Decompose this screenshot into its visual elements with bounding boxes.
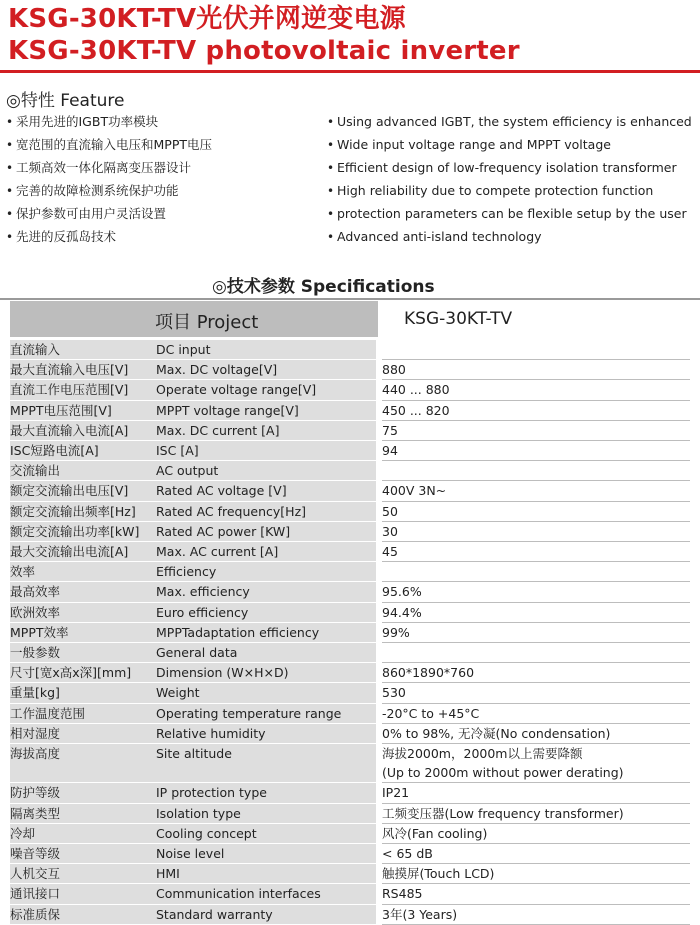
param-name-chinese: 重量[kg] xyxy=(10,683,156,703)
param-name-chinese: 最高效率 xyxy=(10,582,156,602)
param-name-english: MPPTadaptation efficiency xyxy=(156,622,376,642)
bullet-icon: • xyxy=(327,138,335,152)
feature-item: • 保护参数可由用户灵活设置 xyxy=(6,202,212,225)
param-name-chinese: 隔离类型 xyxy=(10,803,156,823)
param-name-english: HMI xyxy=(156,864,376,884)
title-divider xyxy=(0,70,700,73)
param-value: 触摸屏(Touch LCD) xyxy=(382,864,690,884)
table-row xyxy=(10,683,690,703)
param-name-english: Site altitude xyxy=(156,744,376,783)
param-name-english: Operate voltage range[V] xyxy=(156,380,376,400)
param-value: 450 ... 820 xyxy=(382,400,690,420)
table-row xyxy=(10,380,690,400)
table-row xyxy=(10,622,690,642)
table-row xyxy=(10,744,690,783)
param-name-chinese: 额定交流输出频率[Hz] xyxy=(10,501,156,521)
param-value: 45 xyxy=(382,542,690,562)
feature-item: • 先进的反孤岛技术 xyxy=(6,225,212,248)
feature-item: • Efficient design of low-frequency isolation transformer xyxy=(327,156,692,179)
param-value: 94 xyxy=(382,441,690,461)
feature-heading: ◎特性 Feature xyxy=(6,91,125,111)
param-name-english: AC output xyxy=(156,461,376,481)
feature-item: • High reliability due to compete protection function xyxy=(327,179,692,202)
feature-list-chinese xyxy=(6,110,212,248)
table-row xyxy=(10,441,690,461)
param-name-chinese: 海拔高度 xyxy=(10,744,156,783)
table-row xyxy=(10,521,690,541)
param-name-chinese: 通讯接口 xyxy=(10,884,156,904)
title-english: KSG-30KT-TV photovoltaic inverter xyxy=(8,36,520,66)
param-name-english: Rated AC voltage [V] xyxy=(156,481,376,501)
bullet-icon: • xyxy=(6,138,14,152)
param-name-chinese: 交流输出 xyxy=(10,461,156,481)
param-name-english: Standard warranty xyxy=(156,904,376,924)
table-row xyxy=(10,723,690,743)
param-name-english: Weight xyxy=(156,683,376,703)
table-row xyxy=(10,340,690,360)
param-name-english: Euro efficiency xyxy=(156,602,376,622)
param-name-english: Max. efficiency xyxy=(156,582,376,602)
param-value: < 65 dB xyxy=(382,844,690,864)
title-chinese: KSG-30KT-TV光伏并网逆变电源 xyxy=(8,4,406,34)
table-row xyxy=(10,360,690,380)
table-row xyxy=(10,481,690,501)
param-value: RS485 xyxy=(382,884,690,904)
table-header-project xyxy=(10,301,378,337)
param-name-english: Isolation type xyxy=(156,803,376,823)
param-value: 94.4% xyxy=(382,602,690,622)
param-name-chinese: MPPT电压范围[V] xyxy=(10,400,156,420)
table-row xyxy=(10,844,690,864)
param-value: 860*1890*760 xyxy=(382,663,690,683)
table-row xyxy=(10,703,690,723)
feature-list-english xyxy=(327,110,692,248)
spec-divider xyxy=(0,298,700,300)
param-name-chinese: 额定交流输出电压[V] xyxy=(10,481,156,501)
feature-item: • Advanced anti-island technology xyxy=(327,225,692,248)
param-name-english: Relative humidity xyxy=(156,723,376,743)
param-name-chinese: MPPT效率 xyxy=(10,622,156,642)
param-name-english: Noise level xyxy=(156,844,376,864)
table-row xyxy=(10,562,690,582)
param-value xyxy=(382,643,690,663)
feature-item: • Wide input voltage range and MPPT voltage xyxy=(327,133,692,156)
feature-item: • 采用先进的IGBT功率模块 xyxy=(6,110,212,133)
table-row xyxy=(10,420,690,440)
table-row xyxy=(10,643,690,663)
param-name-english: DC input xyxy=(156,340,376,360)
table-row xyxy=(10,783,690,803)
param-name-chinese: 相对湿度 xyxy=(10,723,156,743)
param-name-english: Rated AC power [KW] xyxy=(156,521,376,541)
param-name-english: Operating temperature range xyxy=(156,703,376,723)
bullet-icon: • xyxy=(6,115,14,129)
param-value xyxy=(382,461,690,481)
table-row xyxy=(10,400,690,420)
param-name-chinese: 直流输入 xyxy=(10,340,156,360)
param-name-chinese: 尺寸[宽x高x深][mm] xyxy=(10,663,156,683)
param-value: 400V 3N~ xyxy=(382,481,690,501)
table-row xyxy=(10,602,690,622)
param-value: IP21 xyxy=(382,783,690,803)
param-name-english: Max. AC current [A] xyxy=(156,542,376,562)
param-name-english: IP protection type xyxy=(156,783,376,803)
feature-item: • 宽范围的直流输入电压和MPPT电压 xyxy=(6,133,212,156)
param-name-chinese: 一般参数 xyxy=(10,643,156,663)
param-value: 95.6% xyxy=(382,582,690,602)
param-name-english: Cooling concept xyxy=(156,823,376,843)
model-label: KSG-30KT-TV xyxy=(404,309,513,329)
param-value-line: 海拔2000m，2000m以上需要降额 xyxy=(382,746,583,762)
param-value: -20°C to +45°C xyxy=(382,703,690,723)
param-value: 880 xyxy=(382,360,690,380)
table-row xyxy=(10,501,690,521)
table-row xyxy=(10,542,690,562)
table-row xyxy=(10,461,690,481)
table-row xyxy=(10,803,690,823)
specifications-heading: ◎技术参数 Specifications xyxy=(212,277,435,297)
table-row xyxy=(10,904,690,924)
param-name-chinese: 欧洲效率 xyxy=(10,602,156,622)
bullet-icon: • xyxy=(6,230,14,244)
param-name-chinese: 冷却 xyxy=(10,823,156,843)
param-name-chinese: 工作温度范围 xyxy=(10,703,156,723)
table-row xyxy=(10,823,690,843)
param-value: 440 ... 880 xyxy=(382,380,690,400)
bullet-icon: • xyxy=(6,207,14,221)
param-value: 99% xyxy=(382,622,690,642)
param-value: 风冷(Fan cooling) xyxy=(382,823,690,843)
bullet-icon: • xyxy=(327,184,335,198)
param-value: 50 xyxy=(382,501,690,521)
param-value xyxy=(382,340,690,360)
param-value: 30 xyxy=(382,521,690,541)
table-row xyxy=(10,864,690,884)
table-row xyxy=(10,663,690,683)
param-value: 工频变压器(Low frequency transformer) xyxy=(382,803,690,823)
feature-item: • 完善的故障检测系统保护功能 xyxy=(6,179,212,202)
param-name-chinese: 效率 xyxy=(10,562,156,582)
table-header-model xyxy=(382,301,690,337)
param-value-line: (Up to 2000m without power derating) xyxy=(382,765,624,781)
param-name-chinese: 标准质保 xyxy=(10,904,156,924)
param-name-chinese: 最大直流输入电压[V] xyxy=(10,360,156,380)
param-name-chinese: 防护等级 xyxy=(10,783,156,803)
param-name-english: ISC [A] xyxy=(156,441,376,461)
bullet-icon: • xyxy=(327,115,335,129)
param-value: 0% to 98%, 无冷凝(No condensation) xyxy=(382,723,690,743)
param-name-chinese: 额定交流输出功率[kW] xyxy=(10,521,156,541)
param-value: 530 xyxy=(382,683,690,703)
param-name-chinese: 噪音等级 xyxy=(10,844,156,864)
bullet-icon: • xyxy=(327,207,335,221)
table-row xyxy=(10,884,690,904)
param-value: 75 xyxy=(382,420,690,440)
param-name-english: Dimension (W×H×D) xyxy=(156,663,376,683)
param-value: 3年(3 Years) xyxy=(382,904,690,924)
param-name-english: Communication interfaces xyxy=(156,884,376,904)
bullet-icon: • xyxy=(6,161,14,175)
param-name-chinese: 人机交互 xyxy=(10,864,156,884)
param-name-english: MPPT voltage range[V] xyxy=(156,400,376,420)
param-value xyxy=(382,562,690,582)
param-name-english: Efficiency xyxy=(156,562,376,582)
param-name-chinese: 直流工作电压范围[V] xyxy=(10,380,156,400)
param-name-english: Max. DC voltage[V] xyxy=(156,360,376,380)
param-name-english: Max. DC current [A] xyxy=(156,420,376,440)
feature-item: • Using advanced IGBT, the system efficiency is enhanced xyxy=(327,110,692,133)
feature-item: • 工频高效一体化隔离变压器设计 xyxy=(6,156,212,179)
bullet-icon: • xyxy=(327,230,335,244)
project-label: 项目 Project xyxy=(155,312,259,333)
param-name-english: General data xyxy=(156,643,376,663)
param-name-chinese: 最大直流输入电流[A] xyxy=(10,420,156,440)
param-name-chinese: 最大交流输出电流[A] xyxy=(10,542,156,562)
bullet-icon: • xyxy=(6,184,14,198)
feature-item: • protection parameters can be flexible setup by the user xyxy=(327,202,692,225)
spec-table xyxy=(10,340,690,925)
table-row xyxy=(10,582,690,602)
param-name-chinese: ISC短路电流[A] xyxy=(10,441,156,461)
param-value xyxy=(382,744,690,783)
param-name-english: Rated AC frequency[Hz] xyxy=(156,501,376,521)
bullet-icon: • xyxy=(327,161,335,175)
